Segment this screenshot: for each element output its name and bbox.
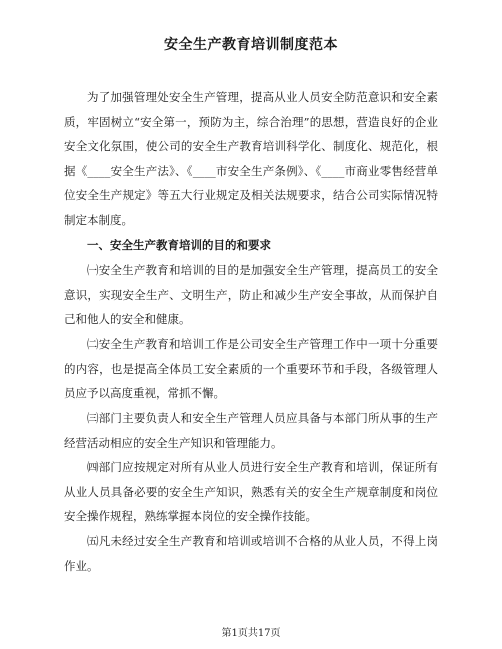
paragraph-item-4: ㈣部门应按规定对所有从业人员进行安全生产教育和培训，保证所有从业人员具备必要的安全生产知识，熟悉有关的安全生产规章制度和岗位安全操作规程，熟练掌握本岗位的安全操作技能。 xyxy=(64,460,438,523)
paragraph-item-3: ㈢部门主要负责人和安全生产管理人员应具备与本部门所从事的生产经营活动相应的安全生产知识和管理能力。 xyxy=(64,411,438,450)
document-title: 安全生产教育培训制度范本 xyxy=(164,37,338,53)
section-heading: 一、安全生产教育培训的目的和要求 xyxy=(87,238,271,252)
paragraph-item-5: ㈤凡未经过安全生产教育和培训或培训不合格的从业人员，不得上岗作业。 xyxy=(64,534,438,573)
page-footer: 第1页共17页 xyxy=(221,628,281,639)
intro-paragraph: 为了加强管理处安全生产管理，提高从业人员安全防范意识和安全素质，牢固树立“安全第一，预防为主，综合治理”的思想，营造良好的企业安全文化氛围，使公司的安全生产教育培训科学化、制度化、规范化，根据《____安全生产法》、《____市安全生产条例》、《____市商业零售经营单位安全生产规定》等五大行业规定及相关法规要求，结合公司实际情况特制定本制度。 xyxy=(64,90,438,227)
paragraph-item-2: ㈡安全生产教育和培训工作是公司安全生产管理工作中一项十分重要的内容，也是提高全体员工安全素质的一个重要环节和手段，各级管理人员应予以高度重视，常抓不懈。 xyxy=(64,337,438,400)
paragraph-item-1: ㈠安全生产教育和培训的目的是加强安全生产管理，提高员工的安全意识，实现安全生产、文明生产，防止和减少生产安全事故，从而保护自己和他人的安全和健康。 xyxy=(64,263,438,326)
